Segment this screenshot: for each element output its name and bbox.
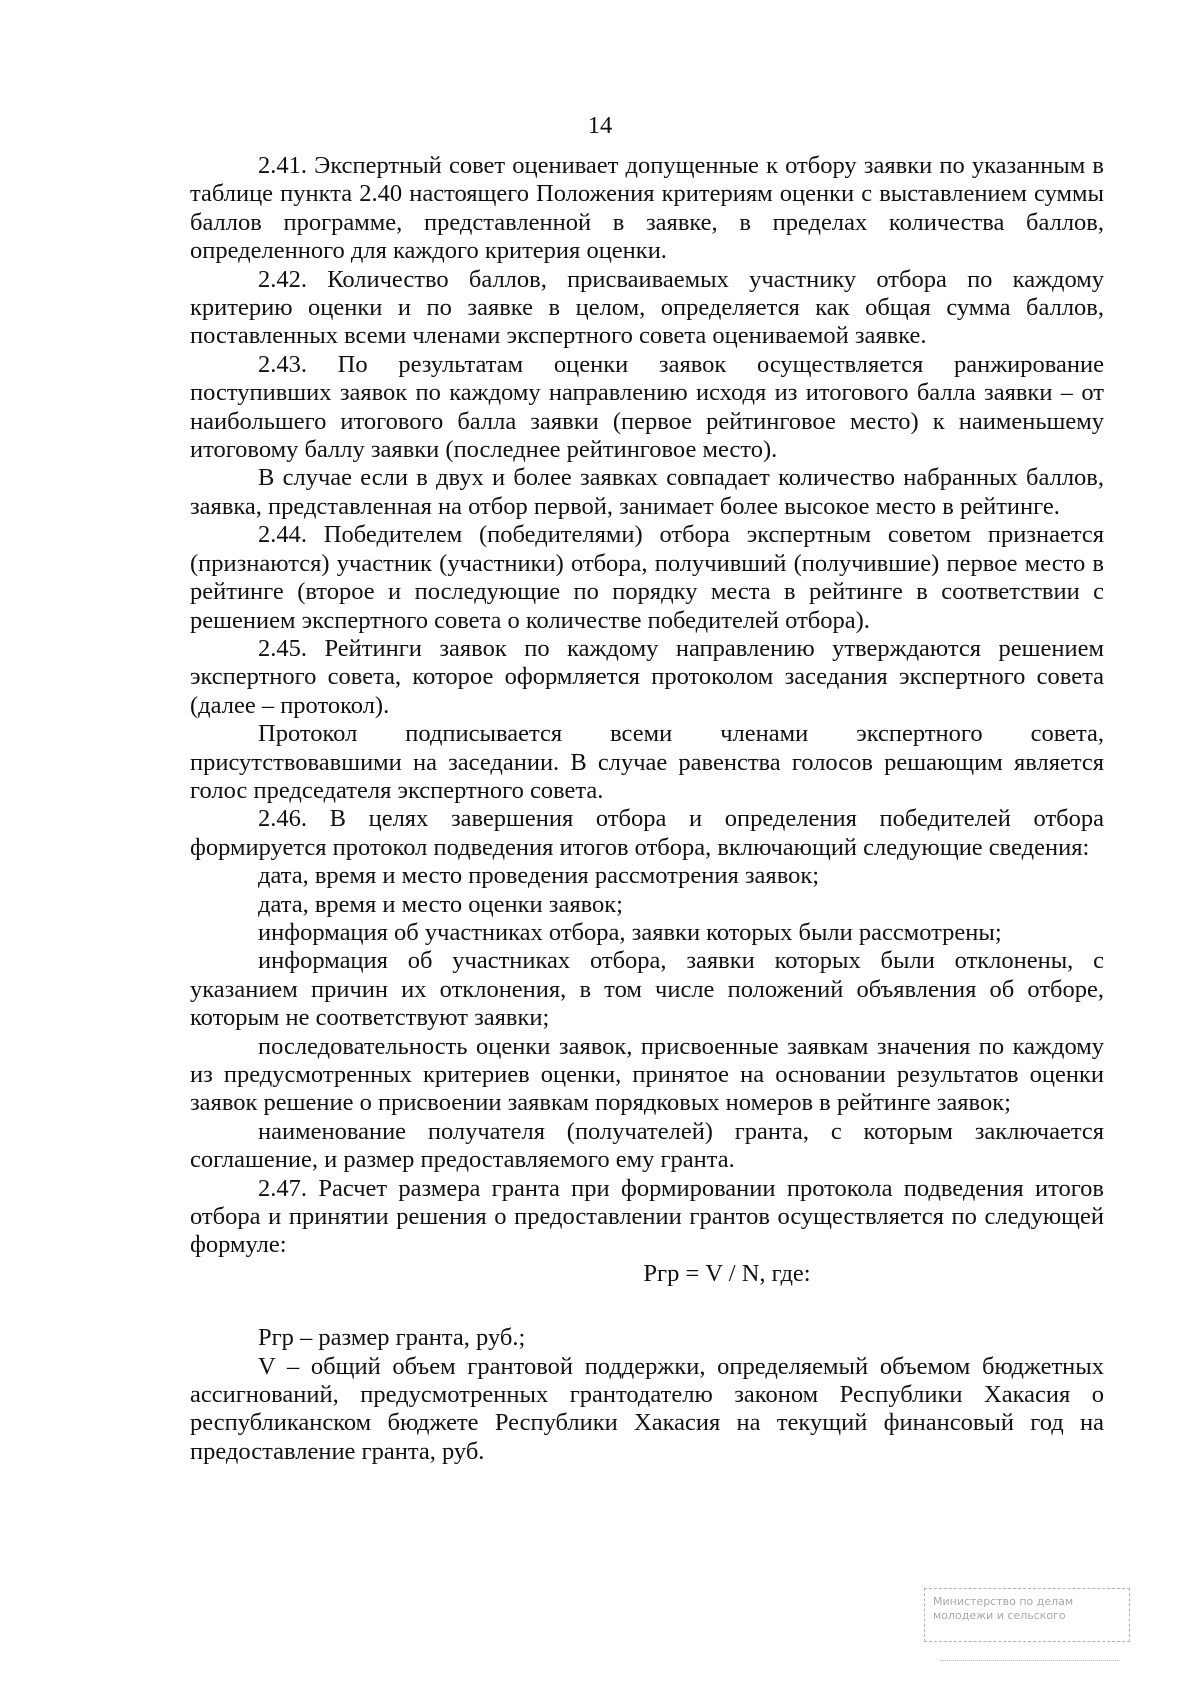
definition-pgr: Pгр – размер гранта, руб.; bbox=[258, 1324, 526, 1352]
spacer bbox=[190, 1288, 1104, 1324]
paragraph-2-47: 2.47. Расчет размера гранта при формировании протокола подведения итогов отбора и принятии решения о предоставлении грантов осуществляется по следующей формуле: bbox=[190, 1174, 1104, 1259]
stamp-line: Министерство по делам bbox=[933, 1595, 1074, 1608]
paragraph-2-45: 2.45. Рейтинги заявок по каждому направлению утверждаются решением экспертного совета, которое оформляется протоколом заседания экспертного совета (далее – протокол). bbox=[190, 634, 1104, 719]
list-item: наименование получателя (получателей) гранта, с которым заключается соглашение, и размер предоставляемого ему гранта. bbox=[190, 1117, 1104, 1174]
paragraph-2-43: 2.43. По результатам оценки заявок осуществляется ранжирование поступивших заявок по каждому направлению исходя из итогового балла заявки – от наибольшего итогового балла заявки (первое рейтинговое место) к наименьшему итоговому баллу заявки (последнее рейтинговое место). bbox=[190, 350, 1104, 464]
paragraph-2-42: 2.42. Количество баллов, присваиваемых участнику отбора по каждому критерию оценки и по заявке в целом, определяется как общая сумма баллов, поставленных всеми членами экспертного совета оцениваемой заявке. bbox=[190, 265, 1104, 350]
list-item: информация об участниках отбора, заявки которых были рассмотрены; bbox=[258, 918, 1002, 946]
paragraph-2-44: 2.44. Победителем (победителями) отбора экспертным советом признается (признаются) участник (участники) отбора, получивший (получившие) первое место в рейтинге (второе и последующие по порядку места в рейтинге в соответствии с решением экспертного совета о количестве победителей отбора). bbox=[190, 521, 1104, 634]
list-item: дата, время и место оценки заявок; bbox=[258, 890, 623, 918]
paragraph-2-46: 2.46. В целях завершения отбора и определения победителей отбора формируется протокол подведения итогов отбора, включающий следующие сведения: bbox=[190, 805, 1104, 861]
paragraph-protocol-signing: Протокол подписывается всеми членами экспертного совета, присутствовавшими на заседании. В случае равенства голосов решающим является голос председателя экспертного совета. bbox=[190, 720, 1104, 804]
list-item: информация об участниках отбора, заявки которых были отклонены, с указанием причин их отклонения, в том числе положений объявления об отборе, которым не соответствуют заявки; bbox=[190, 947, 1104, 1032]
list-item: последовательность оценки заявок, присвоенные заявкам значения по каждому из предусмотренных критериев оценки, принятое на основании результатов оценки заявок решение о присвоении заявкам порядковых номеров в рейтинге заявок; bbox=[190, 1032, 1104, 1117]
stamp-line: молодежи и сельского bbox=[933, 1609, 1066, 1622]
definition-v: V – общий объем грантовой поддержки, определяемый объемом бюджетных ассигнований, предусмотренных грантодателю законом Республики Хакасия о республиканском бюджете Республики Хакасия на текущий финансовый год на предоставление гранта, руб. bbox=[190, 1352, 1104, 1465]
registration-stamp bbox=[924, 1588, 1130, 1642]
paragraph-tie-rule: В случае если в двух и более заявках совпадает количество набранных баллов, заявка, представленная на отбор первой, занимает более высокое место в рейтинге. bbox=[190, 464, 1104, 520]
stamp-divider bbox=[940, 1660, 1120, 1661]
document-body bbox=[190, 152, 1104, 1466]
paragraph-2-41: 2.41. Экспертный совет оценивает допущенные к отбору заявки по указанным в таблице пункта 2.40 настоящего Положения критериям оценки с выставлением суммы баллов программе, представленной в заявке, в пределах количества баллов, определенного для каждого критерия оценки. bbox=[190, 152, 1104, 265]
page-number: 14 bbox=[587, 112, 613, 139]
list-item: дата, время и место проведения рассмотрения заявок; bbox=[258, 862, 820, 890]
grant-formula: Pгр = V / N, где: bbox=[643, 1259, 811, 1287]
